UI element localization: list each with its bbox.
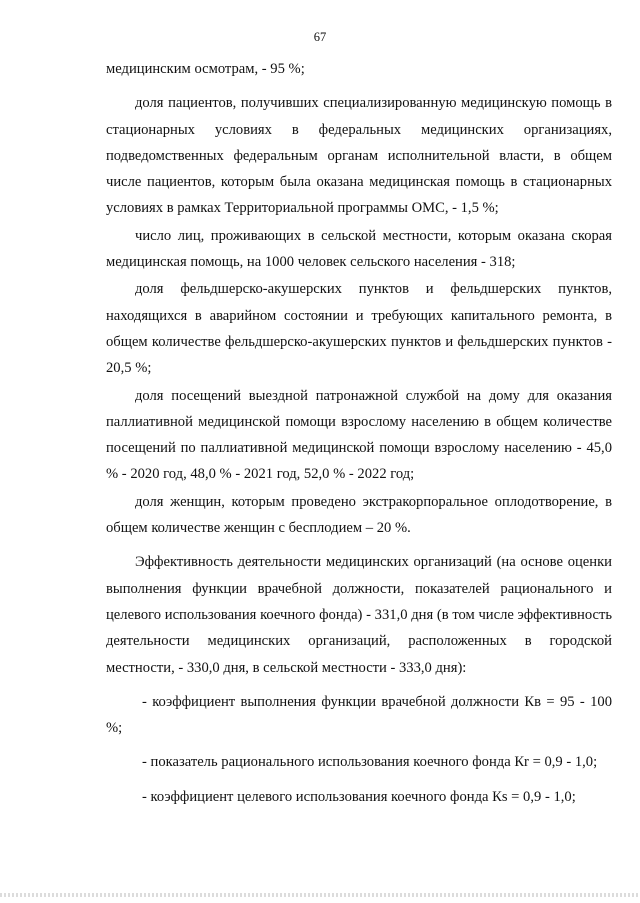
paragraph-5: доля посещений выездной патронажной службой на дому для оказания паллиативной медицинской помощи взрослому населению в общем количестве посещений по паллиативной медицинской помощи взрослому населению - 45,0 % - 2020 год, 48,0 % - 2021 год, 52,0 % - 2022 год; [106, 387, 612, 483]
paragraph-6: доля женщин, которым проведено экстракорпоральное оплодотворение, в общем количестве женщин с бесплодием – 20 %. [106, 493, 612, 537]
document-body [106, 56, 612, 810]
paragraph-2: доля пациентов, получивших специализированную медицинскую помощь в стационарных условиях в федеральных медицинских организациях, подведомственных федеральным органам исполнительной власти, в общем числе пациентов, которым была оказана медицинская помощь в стационарных условиях в рамках Территориальной программы ОМС, - 1,5 %; [106, 95, 612, 217]
paragraph-8: - коэффициент выполнения функции врачебной должности Кв = 95 - 100 %; [106, 693, 612, 737]
paragraph-1: медицинским осмотрам, - 95 %; [106, 61, 305, 77]
paragraph-7: Эффективность деятельности медицинских организаций (на основе оценки выполнения функции врачебной должности, показателей рационального и целевого использования коечного фонда) - 331,0 дня (в том числе эффективность деятельности медицинских организаций, расположенных в городской местности, - 330,0 дня, в сельской местности - 333,0 дня): [106, 554, 612, 676]
paragraph-10: - коэффициент целевого использования коечного фонда Кs = 0,9 - 1,0; [142, 788, 576, 805]
scan-edge-artifact [0, 893, 640, 897]
paragraph-4: доля фельдшерско-акушерских пунктов и фельдшерских пунктов, находящихся в аварийном состоянии и требующих капитального ремонта, в общем количестве фельдшерско-акушерских пунктов и фельдшерских пунктов - 20,5 %; [106, 281, 612, 377]
paragraph-9: - показатель рационального использования коечного фонда Кr = 0,9 - 1,0; [142, 754, 598, 771]
page-number: 67 [313, 30, 327, 44]
paragraph-3: число лиц, проживающих в сельской местности, которым оказана скорая медицинская помощь, на 1000 человек сельского населения - 318; [106, 227, 612, 271]
